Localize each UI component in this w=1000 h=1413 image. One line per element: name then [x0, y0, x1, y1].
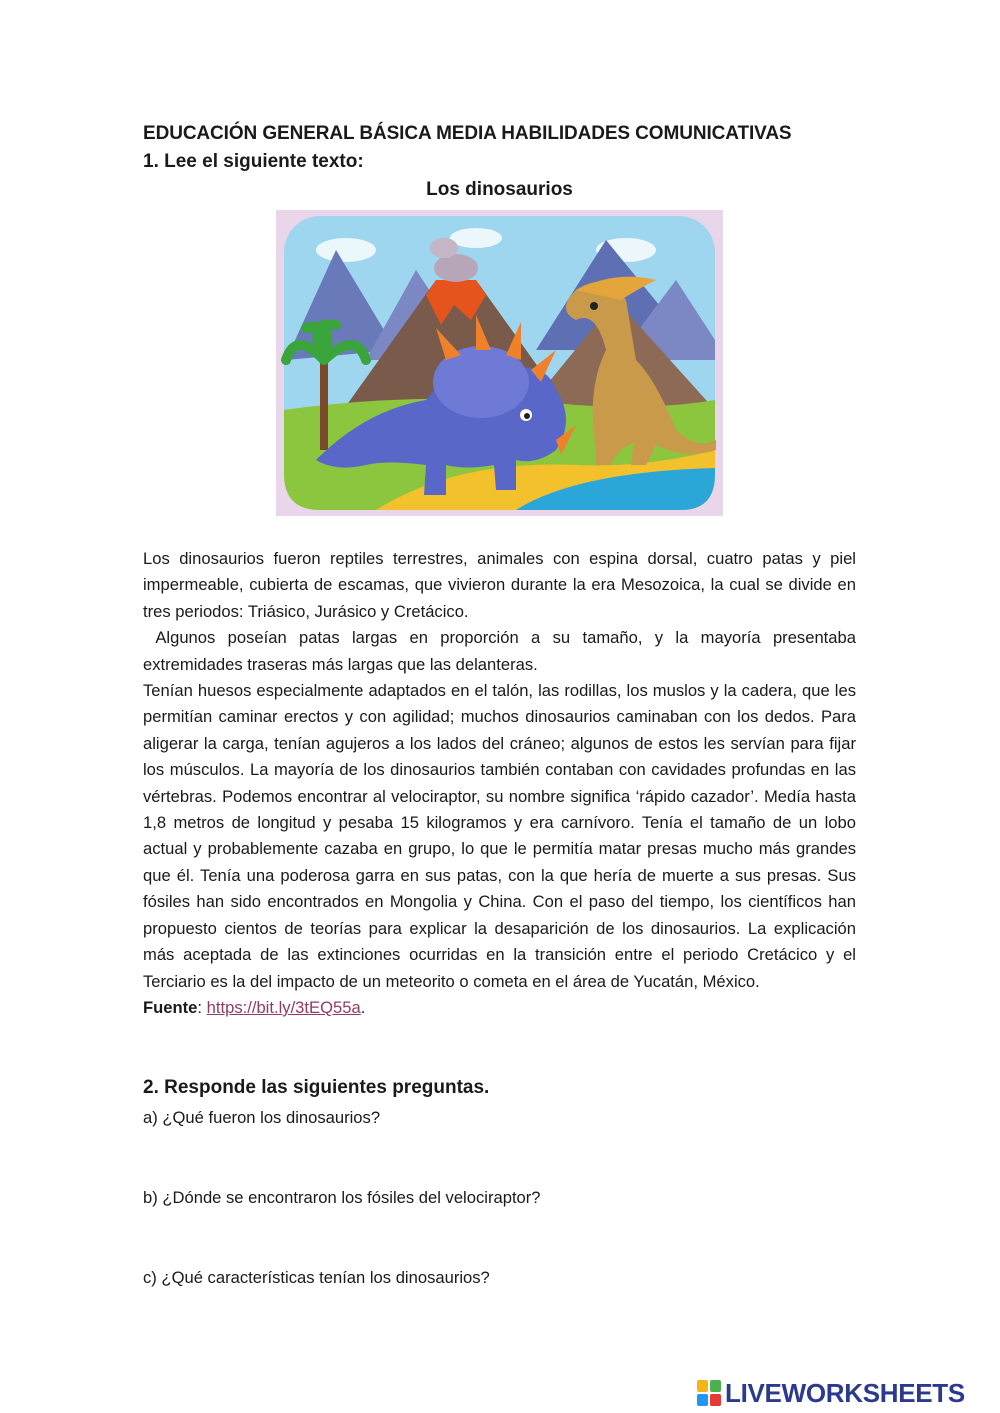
- logo-icon: [697, 1380, 721, 1406]
- liveworksheets-logo: [697, 1378, 965, 1408]
- source-label: Fuente: [143, 997, 198, 1017]
- text-title: Los dinosaurios: [426, 179, 573, 200]
- dinosaur-illustration: [276, 210, 723, 516]
- paragraph-3: Tenían huesos especialmente adaptados en el talón, las rodillas, los muslos y la cadera, que les permitían caminar erectos y con agilidad; muchos dinosaurios caminaban con los dedos. Para aligerar la carga, tenían agujeros a los lados del cráneo; algunos de estos les servían para fijar los músculos. La mayoría de los dinosaurios también contaban con cavidades profundas en las vértebras. Podemos encontrar al velociraptor, su nombre significa ‘rápido cazador’. Medía hasta 1,8 metros de longitud y pesaba 15 kilogramos y era carnívoro. Tenía el tamaño de un lobo actual y probablemente cazaba en grupo, lo que le permitía matar presas mucho más grandes que él. Tenía una poderosa garra en sus patas, con la que hería de muerte a sus presas. Sus fósiles han sido encontrados en Mongolia y China. Con el paso del tiempo, los científicos han propuesto cientos de teorías para explicar la desaparición de los dinosaurios. La explicación más aceptada de las extinciones ocurridas en la transición entre el periodo Cretácico y el Terciario es la del impacto de un meteorito o cometa en el área de Yucatán, México.: [143, 681, 856, 991]
- question-c: c) ¿Qué características tenían los dinosaurios?: [143, 1268, 490, 1287]
- page-header: [143, 120, 856, 204]
- source-line: [143, 995, 856, 1021]
- questions-title: 2. Responde las siguientes preguntas.: [143, 1077, 490, 1098]
- brand-name: LIVEWORKSHEETS: [725, 1377, 965, 1408]
- source-link[interactable]: https://bit.ly/3tEQ55a: [206, 997, 361, 1017]
- course-heading: EDUCACIÓN GENERAL BÁSICA MEDIA HABILIDADES COMUNICATIVAS: [143, 123, 792, 144]
- instruction-read: 1. Lee el siguiente texto:: [143, 151, 364, 172]
- question-a: a) ¿Qué fueron los dinosaurios?: [143, 1108, 381, 1127]
- question-b: b) ¿Dónde se encontraron los fósiles del velociraptor?: [143, 1188, 541, 1207]
- source-end: .: [360, 997, 366, 1017]
- paragraph-2: [143, 625, 856, 678]
- paragraph-1: Los dinosaurios fueron reptiles terrestres, animales con espina dorsal, cuatro patas y piel impermeable, cubierta de escamas, que vivieron durante la era Mesozoica, la cual se divide en tres periodos: Triásico, Jurásico y Cretácico.: [143, 549, 856, 621]
- source-separator: :: [197, 997, 207, 1017]
- paragraph-2-text: Algunos poseían patas largas en proporción a su tamaño, y la mayoría presentaba extremidades traseras más largas que las delanteras.: [143, 628, 856, 674]
- reading-text: [143, 546, 856, 1021]
